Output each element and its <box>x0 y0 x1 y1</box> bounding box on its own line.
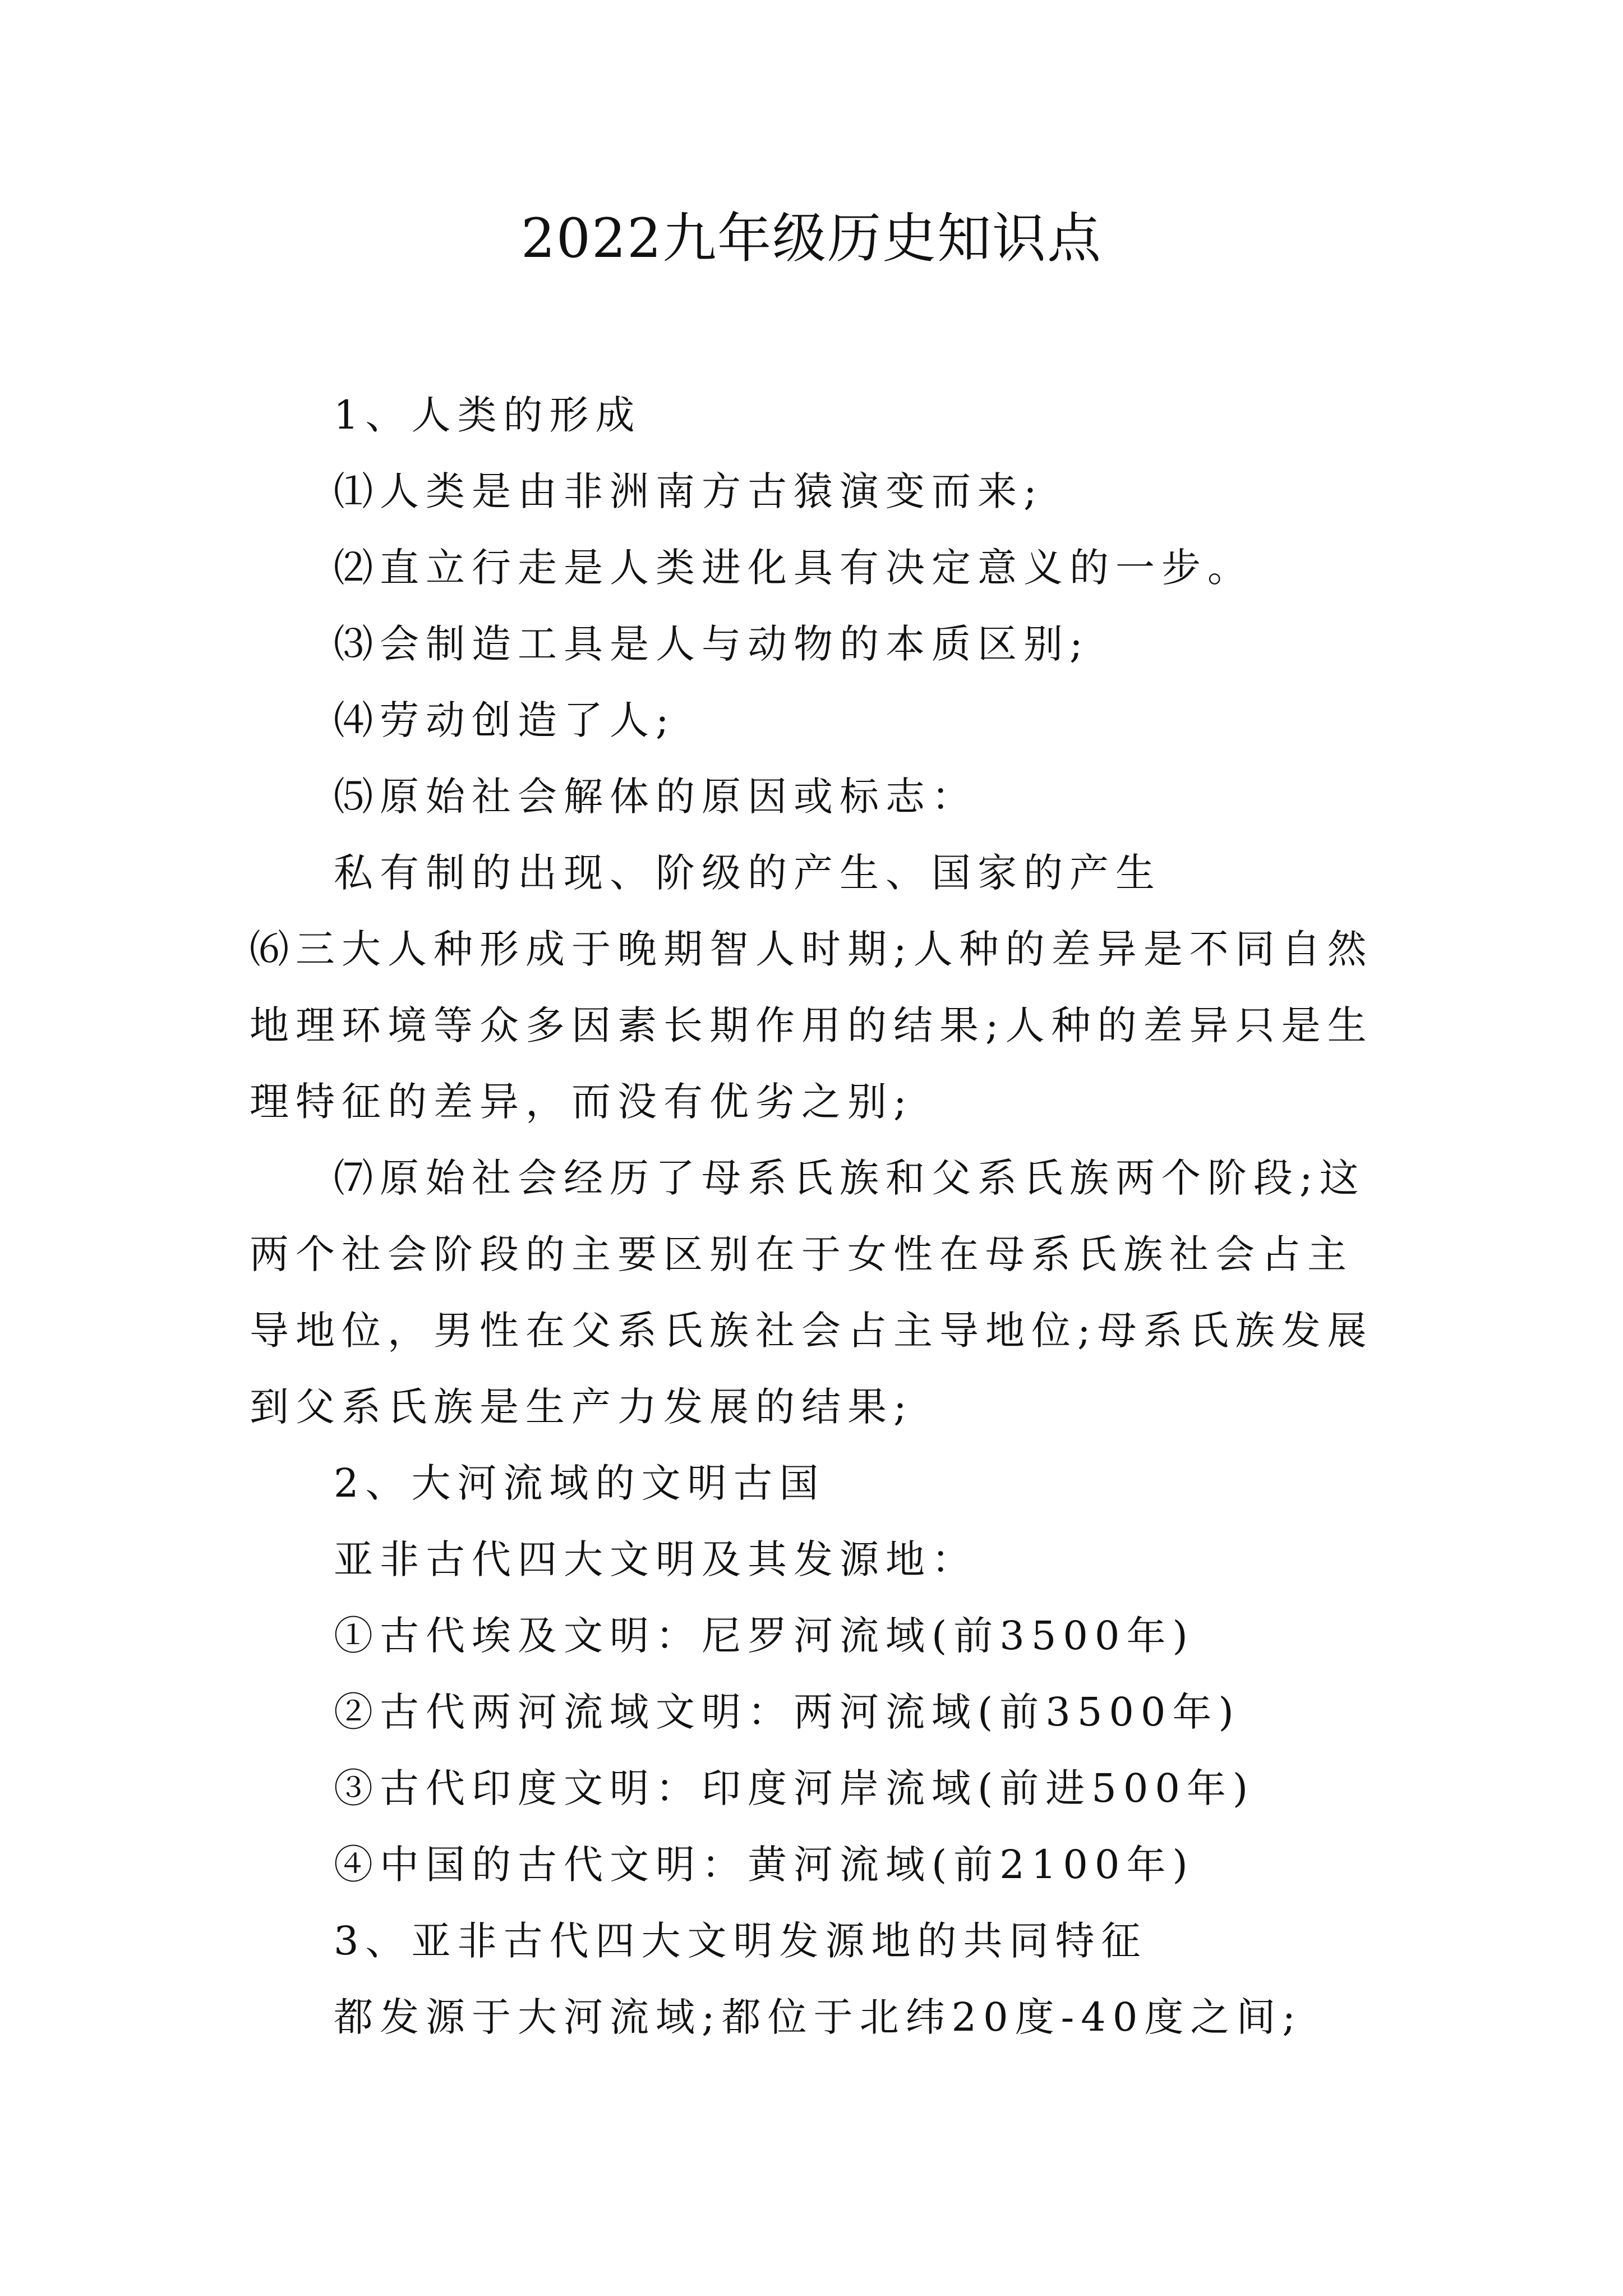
paragraph-1-1: ⑴人类是由非洲南方古猿演变而来; <box>334 468 1044 514</box>
paragraph-1-5-detail: 私有制的出现、阶级的产生、国家的产生 <box>334 850 1161 896</box>
paragraph-2-1: ①古代埃及文明：尼罗河流域(前3500年) <box>334 1613 1195 1659</box>
paragraph-2-intro: 亚非古代四大文明及其发源地： <box>334 1536 978 1582</box>
paragraph-1-2: ⑵直立行走是人类进化具有决定意义的一步。 <box>334 545 1253 591</box>
paragraph-2-2: ②古代两河流域文明：两河流域(前3500年) <box>334 1689 1241 1735</box>
paragraph-1-4: ⑷劳动创造了人; <box>334 697 676 743</box>
paragraph-2-4: ④中国的古代文明：黄河流域(前2100年) <box>334 1842 1195 1888</box>
section-heading-1: 1、人类的形成 <box>334 392 642 438</box>
paragraph-1-3: ⑶会制造工具是人与动物的本质区别; <box>334 621 1090 667</box>
paragraph-1-5: ⑸原始社会解体的原因或标志： <box>334 774 978 820</box>
document-title: 2022九年级历史知识点 <box>520 207 1103 270</box>
paragraph-1-7: ⑺原始社会经历了母系氏族和父系氏族两个阶段;这两个社会阶段的主要区别在于女性在母系氏族社会占主导地位，男性在父系氏族社会占主导地位;母系氏族发展到父系氏族是生产力发展的结果; <box>250 1155 1373 1430</box>
document-body <box>250 377 1394 2055</box>
paragraph-1-6: ⑹三大人种形成于晚期智人时期;人种的差异是不同自然地理环境等众多因素长期作用的结果;人种的差异只是生理特征的差异，而没有优劣之别; <box>250 926 1373 1125</box>
section-heading-2: 2、大河流域的文明古国 <box>334 1460 826 1506</box>
section-heading-3: 3、亚非古代四大文明发源地的共同特征 <box>334 1918 1147 1964</box>
paragraph-2-3: ③古代印度文明：印度河岸流域(前进500年) <box>334 1765 1255 1811</box>
paragraph-3-1: 都发源于大河流域;都位于北纬20度-40度之间; <box>334 1994 1302 2040</box>
